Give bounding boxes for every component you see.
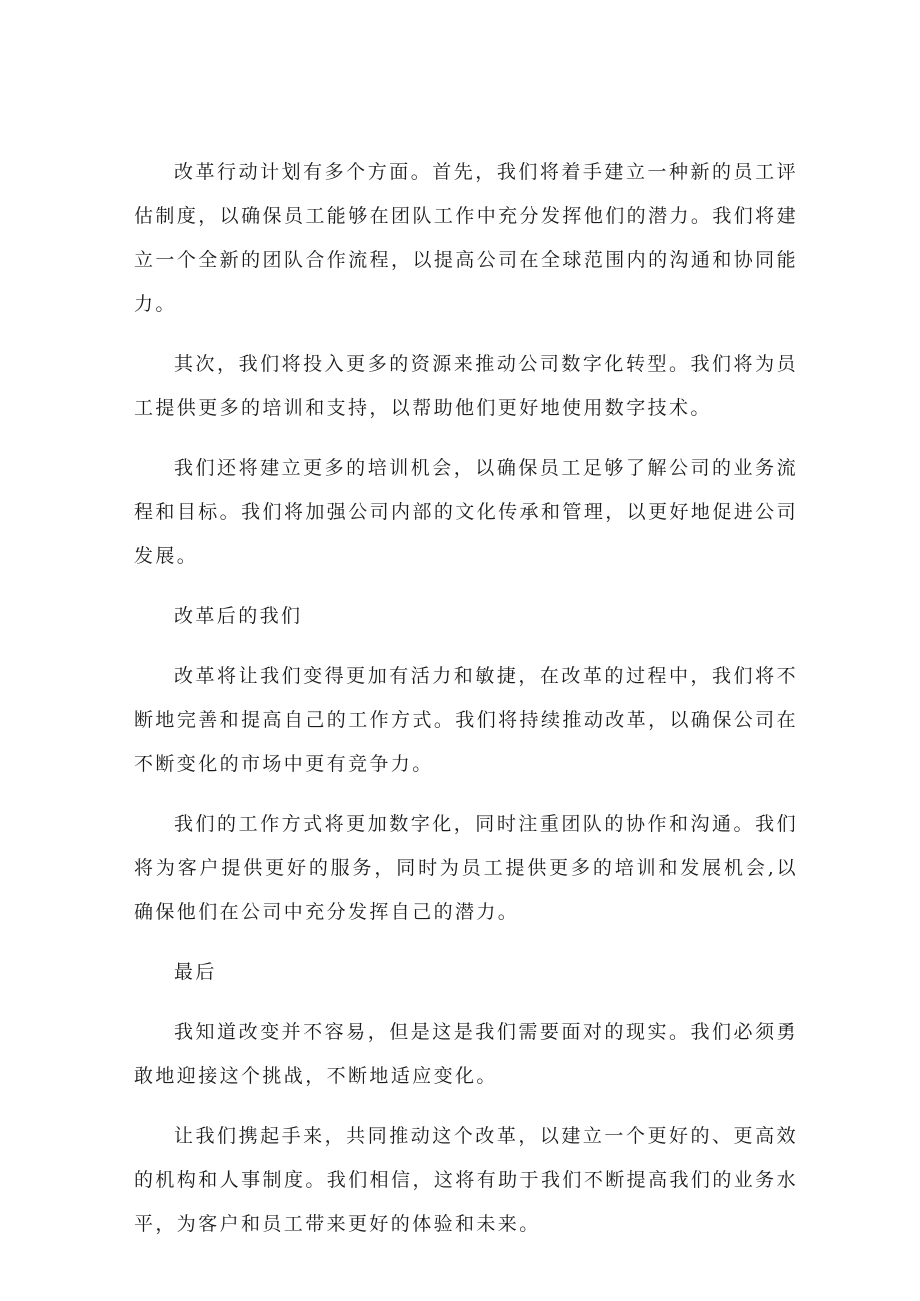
- paragraph-digital-transformation: 其次，我们将投入更多的资源来推动公司数字化转型。我们将为员工提供更多的培训和支持，以帮助他们更好地使用数字技术。: [134, 353, 798, 419]
- paragraph-conclusion: 让我们携起手来，共同推动这个改革，以建立一个更好的、更高效的机构和人事制度。我们相信，这将有助于我们不断提高我们的业务水平，为客户和员工带来更好的体验和未来。: [134, 1125, 798, 1235]
- section-heading-finally: 最后: [174, 961, 217, 983]
- paragraph-training: 我们还将建立更多的培训机会，以确保员工足够了解公司的业务流程和目标。我们将加强公司内部的文化传承和管理，以更好地促进公司发展。: [134, 457, 798, 567]
- document-body: [134, 150, 798, 1262]
- paragraph-action-plan: 改革行动计划有多个方面。首先，我们将着手建立一种新的员工评估制度，以确保员工能够在团队工作中充分发挥他们的潜力。我们将建立一个全新的团队合作流程，以提高公司在全球范围内的沟通和协同能力。: [134, 161, 798, 315]
- paragraph-digital-work: 我们的工作方式将更加数字化，同时注重团队的协作和沟通。我们将为客户提供更好的服务，同时为员工提供更多的培训和发展机会,以确保他们在公司中充分发挥自己的潜力。: [134, 813, 798, 923]
- section-heading-after-reform: 改革后的我们: [174, 605, 303, 627]
- paragraph-agility: 改革将让我们变得更加有活力和敏捷，在改革的过程中，我们将不断地完善和提高自己的工作方式。我们将持续推动改革，以确保公司在不断变化的市场中更有竞争力。: [134, 665, 798, 775]
- paragraph-challenge: 我知道改变并不容易，但是这是我们需要面对的现实。我们必须勇敢地迎接这个挑战，不断地适应变化。: [134, 1021, 798, 1087]
